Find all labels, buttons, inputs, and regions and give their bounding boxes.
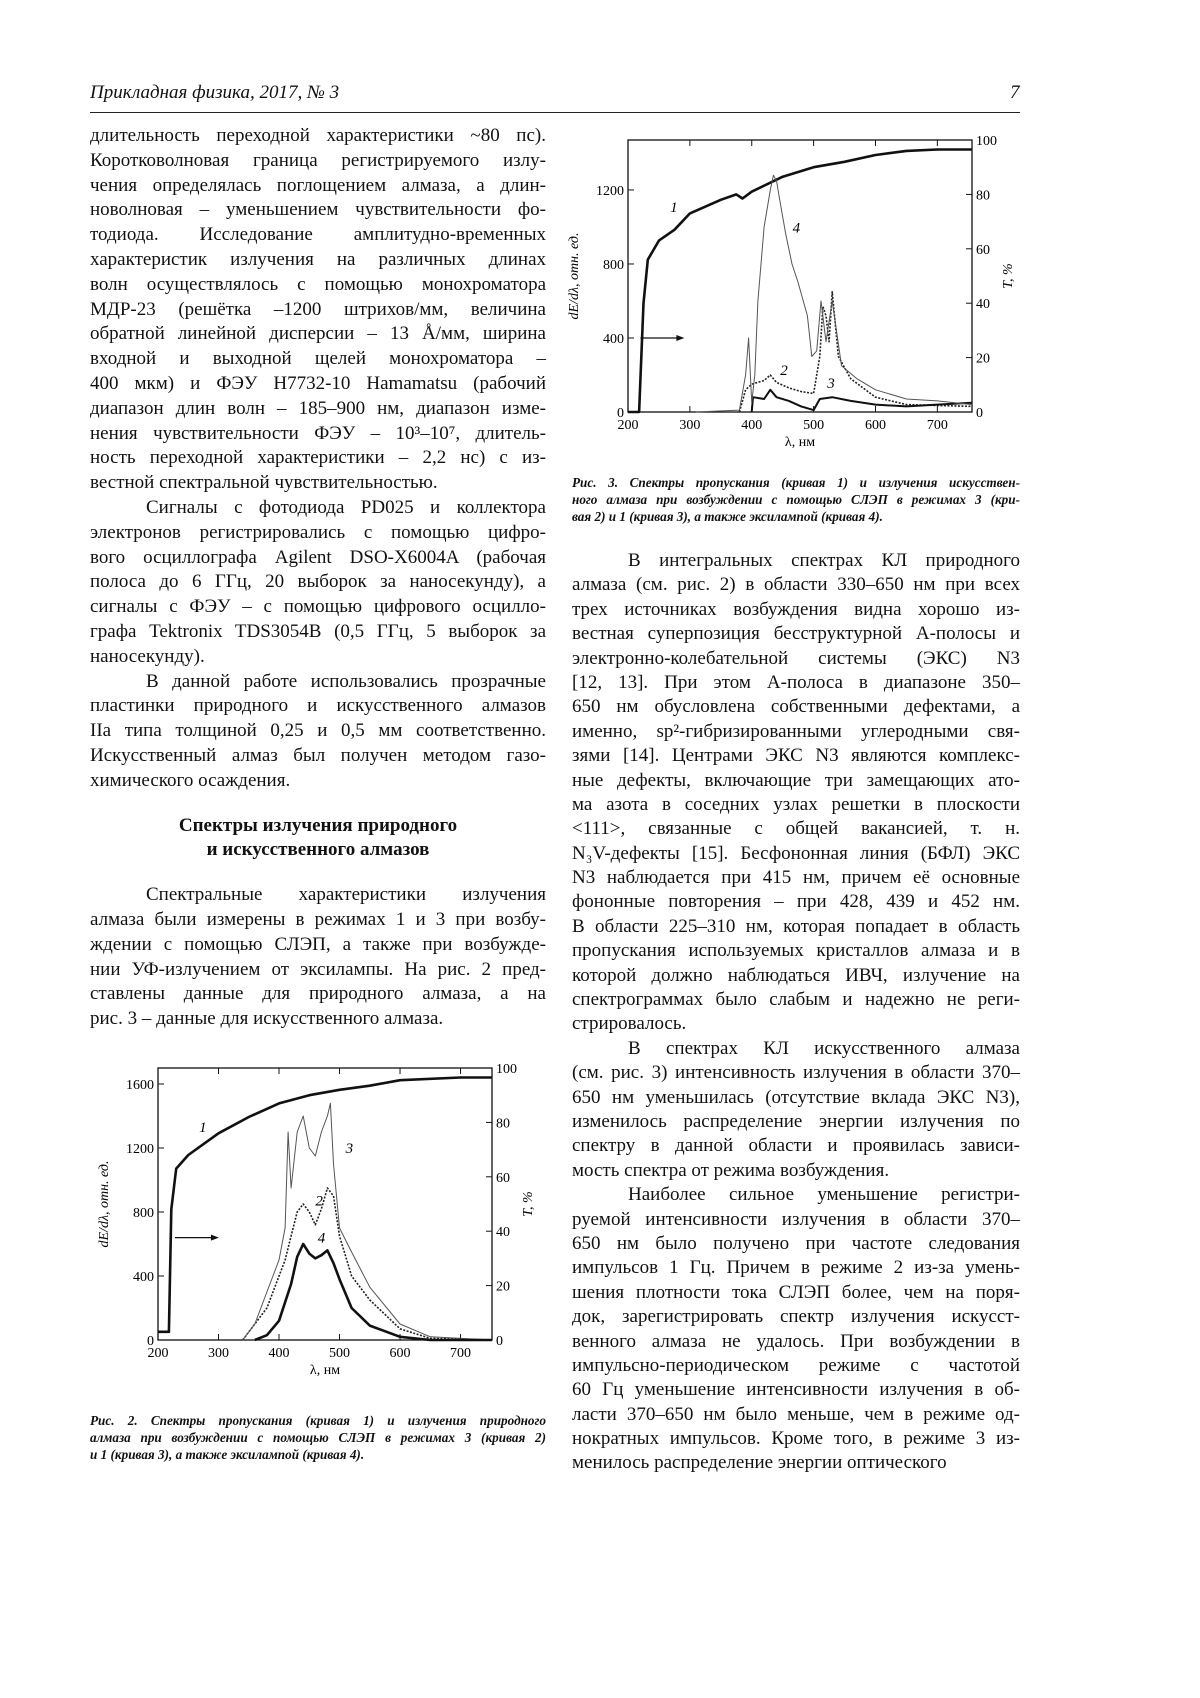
section-heading: и искусственного алмазов [206, 839, 430, 861]
x-tick-label: 700 [450, 1346, 472, 1361]
paragraph-line: трех источниках возбуждения видна хорошо из- [572, 598, 1020, 620]
curve-label-4: 4 [317, 1230, 326, 1247]
curve-label-1: 1 [199, 1120, 207, 1136]
paragraph-line: изменилось распределение энергии излучения по [572, 1110, 1020, 1132]
paragraph-line: 650 нм уменьшилась (отсутствие вклада ЭКС N3), [572, 1086, 1020, 1108]
y-axis-title: dE/dλ, отн. ед. [567, 232, 582, 320]
paragraph-line: Наиболее сильное уменьшение регистри- [628, 1184, 1020, 1206]
caption-line: Рис. 2. Спектры пропускания (кривая 1) и излучения природного [90, 1413, 546, 1428]
paragraph-line: МДР-23 (решётка –1200 штрихов/мм, величина [90, 298, 546, 320]
header-rule [90, 112, 1020, 113]
x-tick-label: 700 [926, 418, 948, 433]
caption-line: вая 2) и 1 (кривая 3), а также эксилампой (кривая 4). [572, 509, 883, 524]
paragraph-line: именно, sp²-гибризированными углеродными свя- [572, 720, 1020, 742]
x-tick-label: 400 [268, 1346, 290, 1361]
y-tick-label: 1200 [126, 1142, 154, 1157]
y2-axis-title: T, % [1001, 263, 1016, 289]
paragraph-line: ность переходной характеристики – 2,2 нс) с из- [90, 447, 546, 469]
x-tick-label: 500 [329, 1346, 351, 1361]
paragraph-line: нократных импульсов. Кроме того, в режиме 3 из- [572, 1428, 1020, 1450]
paragraph-line: N₃V-дефекты [15]. Бесфононная линия (БФЛ) ЭКС [572, 842, 1020, 864]
y2-tick-label: 100 [496, 1062, 517, 1077]
paragraph-line: вого осциллографа Agilent DSO-X6004A (рабочая [90, 546, 546, 568]
paragraph-line: В области 225–310 нм, которая попадает в область [572, 915, 1020, 937]
paragraph-line: нии УФ-излучением от эксилампы. На рис. 2 пред- [90, 958, 546, 980]
paragraph-line: ма азота в соседних узлах решетки в плоскости [572, 793, 1020, 815]
paragraph-line: ласти 370–650 нм было меньше, чем в режиме од- [572, 1403, 1020, 1425]
series-curve-1 [628, 150, 972, 413]
paragraph-line: Искусственный алмаз был получен методом газо- [90, 744, 546, 766]
paragraph-line: электронно-колебательной системы (ЭКС) N3 [572, 647, 1020, 669]
y2-tick-label: 0 [496, 1334, 503, 1349]
paragraph-line: Спектральные характеристики излучения [146, 884, 546, 906]
paragraph-line: В спектрах КЛ искусственного алмаза [628, 1037, 1020, 1059]
paragraph-line: <111>, связанные с общей вакансией, т. н. [572, 818, 1020, 840]
y-tick-label: 0 [617, 406, 624, 421]
paragraph-line: 650 нм было получено при частоте следования [572, 1232, 1020, 1254]
x-axis-title: λ, нм [784, 435, 816, 450]
paragraph-line: [12, 13]. При этом А-полоса в диапазоне 350– [572, 671, 1020, 693]
x-tick-label: 600 [389, 1346, 411, 1361]
left-column [90, 124, 546, 1032]
right-column [572, 549, 1020, 1476]
paragraph-line: волн осуществлялось с помощью монохроматора [90, 273, 546, 295]
y2-tick-label: 80 [976, 188, 990, 204]
journal-header: Прикладная физика, 2017, № 3 [90, 82, 340, 103]
x-tick-label: 300 [679, 418, 701, 433]
paragraph-line: полоса до 6 ГГц, 20 выборок за наносекунду), а [90, 571, 546, 593]
y-tick-label: 400 [133, 1270, 154, 1285]
y-tick-label: 0 [147, 1334, 154, 1349]
y-tick-label: 1200 [596, 183, 624, 199]
paragraph-line: Коротковолновая граница регистрируемого излу- [90, 149, 546, 171]
caption-line: Рис. 3. Спектры пропускания (кривая 1) и излучения искусствен- [572, 475, 1020, 490]
y2-tick-label: 100 [976, 134, 997, 149]
y-tick-label: 400 [603, 331, 624, 347]
y-axis-title: dE/dλ, отн. ед. [97, 1160, 112, 1248]
paragraph-line: электронов регистрировались с помощью цифро- [90, 521, 546, 543]
curve-label-1: 1 [670, 200, 678, 217]
paragraph-line: спектру в данной области и проявилась зависи- [572, 1135, 1020, 1157]
paragraph-line: 650 нм обусловлена собственными дефектами, а [572, 696, 1020, 718]
arrow-head-icon [676, 335, 684, 341]
y2-tick-label: 40 [496, 1225, 510, 1241]
y2-tick-label: 80 [496, 1116, 510, 1132]
x-axis-title: λ, нм [309, 1363, 341, 1378]
figure-2-caption [90, 1412, 546, 1463]
paragraph-line: В интегральных спектрах КЛ природного [628, 550, 1020, 571]
y2-tick-label: 60 [976, 242, 990, 258]
paragraph-line: диапазон длин волн – 185–900 нм, диапазон изме- [90, 397, 546, 419]
paragraph-line: шения плотности тока СЛЭП более, чем на поря- [572, 1281, 1020, 1303]
plot-frame [158, 1068, 492, 1340]
y2-tick-label: 60 [496, 1170, 510, 1186]
page-number: 7 [1010, 82, 1020, 103]
paragraph-line: характеристик излучения на различных длинах [90, 248, 546, 270]
x-tick-label: 600 [864, 418, 886, 433]
series-curve-3 [243, 1103, 492, 1340]
paragraph-line: зями [14]. Центрами ЭКС N3 являются комплекс- [572, 745, 1020, 767]
paragraph-line: стрировалось. [572, 1013, 687, 1035]
paragraph-line: венного алмаза не удалось. При возбуждении в [572, 1330, 1020, 1352]
paragraph-line: пластинки природного и искусственного алмазов [90, 695, 546, 717]
curve-label-4: 4 [792, 220, 801, 237]
paragraph-line: нения чувствительности ФЭУ – 10³–10⁷, длитель- [90, 422, 546, 444]
paragraph-line: док, зарегистрировать спектр излучения искусст- [572, 1306, 1020, 1328]
y2-tick-label: 40 [976, 297, 990, 313]
paragraph-line: (см. рис. 3) интенсивность излучения в области 370– [572, 1062, 1020, 1084]
paragraph-line: новолновая – уменьшением чувствительности фо- [90, 199, 546, 221]
caption-line: ного алмаза при возбуждении с помощью СЛЭП в режимах 3 (кри- [572, 492, 1020, 507]
x-tick-label: 400 [741, 418, 763, 433]
x-tick-label: 200 [617, 418, 639, 433]
paragraph-line: ставлены данные для природного алмаза, а на [90, 983, 546, 1005]
paragraph-line: пропускания используемых кристаллов алмаза и в [572, 940, 1020, 962]
paragraph-line: ные дефекты, включающие три замещающих ато- [572, 769, 1020, 791]
paragraph-line: обратной линейной дисперсии – 13 Å/мм, ширина [90, 323, 546, 345]
paragraph-line: сигналы с ФЭУ – с помощью цифрового осцилло- [90, 596, 546, 618]
paragraph-line: N3 наблюдается при 415 нм, причем её основные [572, 867, 1020, 889]
y-tick-label: 1600 [126, 1078, 154, 1093]
caption-line: алмаза при возбуждении с помощью СЛЭП в режимах 3 (кривая 2) [90, 1430, 546, 1445]
figure-2-chart [90, 1050, 560, 1390]
y-tick-label: 800 [133, 1206, 154, 1221]
paragraph-line: импульсов 1 Гц. Причем в режиме 2 из-за умень- [572, 1257, 1020, 1279]
paragraph-line: спектрограммах было слабым и надежно не реги- [572, 989, 1020, 1011]
paragraph-line: Сигналы с фотодиода PD025 и коллектора [146, 496, 546, 518]
paragraph-line: графа Tektronix TDS3054B (0,5 ГГц, 5 выборок за [90, 620, 546, 642]
paragraph-line: 60 Гц уменьшение интенсивности излучения в об- [572, 1379, 1020, 1401]
y-tick-label: 800 [603, 257, 624, 273]
paragraph-line: мость спектра от режима возбуждения. [572, 1159, 890, 1181]
paragraph-line: импульсно-периодическом режиме с частотой [572, 1354, 1020, 1376]
series-curve-1 [158, 1078, 492, 1332]
plot-frame [628, 140, 972, 412]
curve-label-2: 2 [780, 362, 788, 379]
curve-label-3: 3 [827, 375, 835, 392]
caption-line: и 1 (кривая 3), а также эксилампой (кривая 4). [90, 1447, 365, 1462]
x-tick-label: 200 [147, 1346, 169, 1361]
arrow-head-icon [211, 1235, 219, 1241]
paragraph-line: длительность переходной характеристики ~80 пс). [90, 125, 546, 146]
paragraph-line: которой должно наблюдаться ИВЧ, излучение на [572, 964, 1020, 986]
y2-tick-label: 20 [496, 1279, 510, 1295]
y2-tick-label: 0 [976, 406, 983, 421]
paragraph-line: входной и выходной щелей монохроматора – [90, 348, 546, 370]
paragraph-line: вестная суперпозиция бесструктурной А-полосы и [572, 623, 1020, 645]
paragraph-line: IIa типа толщиной 0,25 и 0,5 мм соответственно. [90, 720, 546, 742]
paragraph-line: наносекунду). [90, 645, 205, 667]
curve-label-3: 3 [345, 1140, 354, 1157]
paragraph-line: ждении с помощью СЛЭП, а также при возбужде- [90, 933, 546, 955]
x-tick-label: 300 [208, 1346, 230, 1361]
paragraph-line: химического осаждения. [90, 769, 291, 791]
figure-3-chart [560, 120, 1030, 460]
paragraph-line: тодиода. Исследование амплитудно-временных [90, 224, 546, 246]
paragraph-line: чения определялась поглощением алмаза, а длин- [90, 174, 546, 196]
paragraph-line: рис. 3 – данные для искусственного алмаза. [90, 1008, 444, 1030]
paragraph-line: менилось распределение энергии оптического [572, 1452, 947, 1474]
paragraph-line: алмаза были измерены в режимах 1 и 3 при возбу- [90, 908, 546, 930]
paragraph-line: В данной работе использовались прозрачные [146, 670, 546, 692]
paragraph-line: фононные повторения – при 428, 439 и 452 нм. [572, 891, 1020, 913]
section-heading: Спектры излучения природного [178, 814, 458, 836]
curve-label-2: 2 [315, 1193, 323, 1210]
figure-3-caption [572, 474, 1020, 525]
paragraph-line: алмаза (см. рис. 2) в области 330–650 нм при всех [572, 574, 1020, 596]
paragraph-line: 400 мкм) и ФЭУ H7732-10 Hamamatsu (рабочий [90, 372, 546, 394]
y2-axis-title: T, % [521, 1191, 536, 1217]
x-tick-label: 500 [803, 418, 825, 433]
paragraph-line: вестной спектральной чувствительностью. [90, 472, 438, 494]
y2-tick-label: 20 [976, 351, 990, 367]
paragraph-line: руемой интенсивности излучения в области 370– [572, 1208, 1020, 1230]
